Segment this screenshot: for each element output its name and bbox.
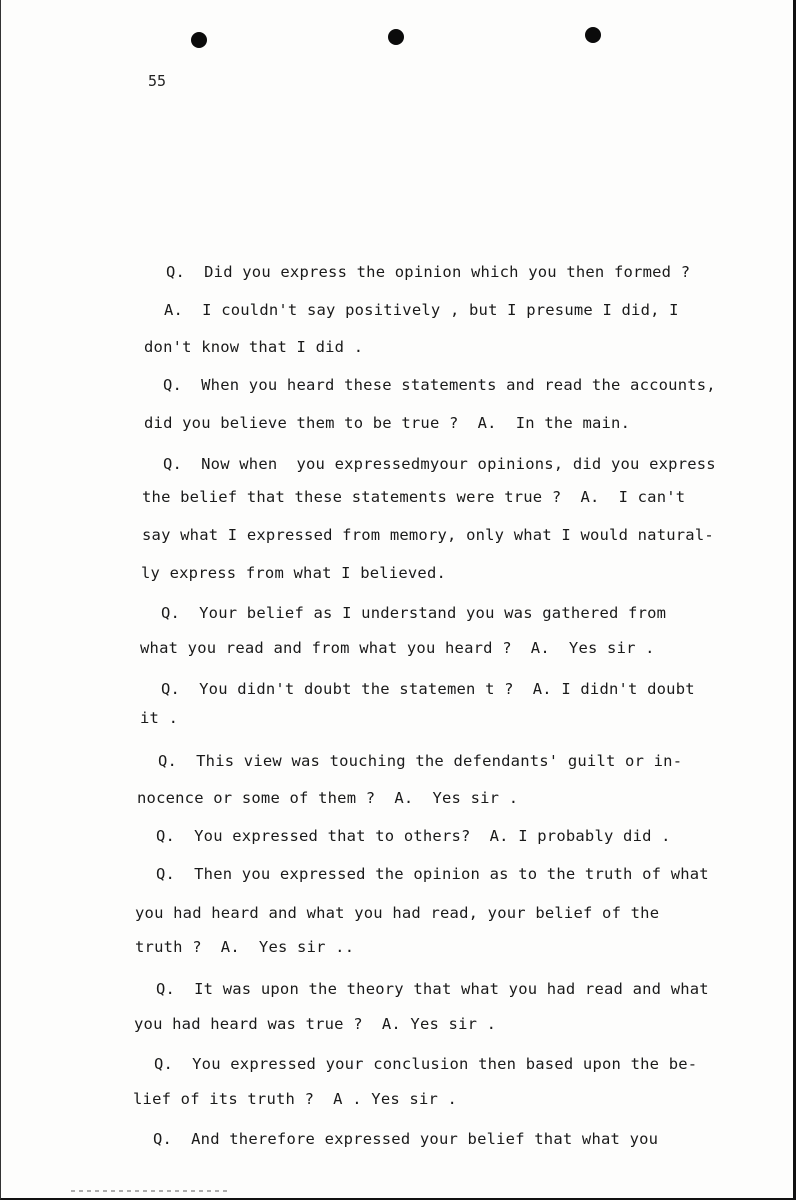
- text-line: Q. When you heard these statements and read the accounts,: [163, 376, 716, 394]
- scan-artifact: [71, 1190, 231, 1192]
- text-line: did you believe them to be true ? A. In the main.: [144, 414, 631, 432]
- text-line: A. I couldn't say positively , but I presume I did, I: [164, 301, 679, 319]
- text-line: Q. Then you expressed the opinion as to the truth of what: [156, 865, 709, 883]
- text-line: Q. Did you express the opinion which you then formed ?: [166, 263, 691, 281]
- text-line: lief of its truth ? A . Yes sir .: [133, 1090, 458, 1108]
- text-line: Q. You didn't doubt the statemen t ? A. I didn't doubt: [161, 680, 695, 698]
- punch-hole-right: [585, 27, 601, 43]
- text-line: say what I expressed from memory, only what I would natural-: [142, 526, 714, 544]
- text-line: Q. And therefore expressed your belief that what you: [153, 1130, 659, 1148]
- text-line: what you read and from what you heard ? A. Yes sir .: [140, 639, 655, 657]
- text-line: the belief that these statements were true ? A. I can't: [142, 488, 686, 506]
- text-line: Q. You expressed that to others? A. I probably did .: [156, 827, 671, 845]
- text-line: Q. It was upon the theory that what you had read and what: [156, 980, 709, 998]
- text-line: don't know that I did .: [144, 338, 364, 356]
- text-line: Q. Now when you expressedmyour opinions, did you express: [163, 455, 716, 473]
- text-line: truth ? A. Yes sir ..: [135, 938, 355, 956]
- punch-hole-center: [388, 29, 404, 45]
- text-line: you had heard and what you had read, your belief of the: [135, 904, 660, 922]
- page-number: 55: [148, 72, 167, 90]
- text-line: Q. You expressed your conclusion then based upon the be-: [154, 1055, 698, 1073]
- punch-hole-left: [191, 32, 207, 48]
- text-line: it .: [140, 709, 179, 727]
- text-line: Q. This view was touching the defendants' guilt or in-: [158, 752, 683, 770]
- text-line: nocence or some of them ? A. Yes sir .: [137, 789, 519, 807]
- text-line: ly express from what I believed.: [141, 564, 447, 582]
- text-line: Q. Your belief as I understand you was gathered from: [161, 604, 667, 622]
- text-line: you had heard was true ? A. Yes sir .: [134, 1015, 497, 1033]
